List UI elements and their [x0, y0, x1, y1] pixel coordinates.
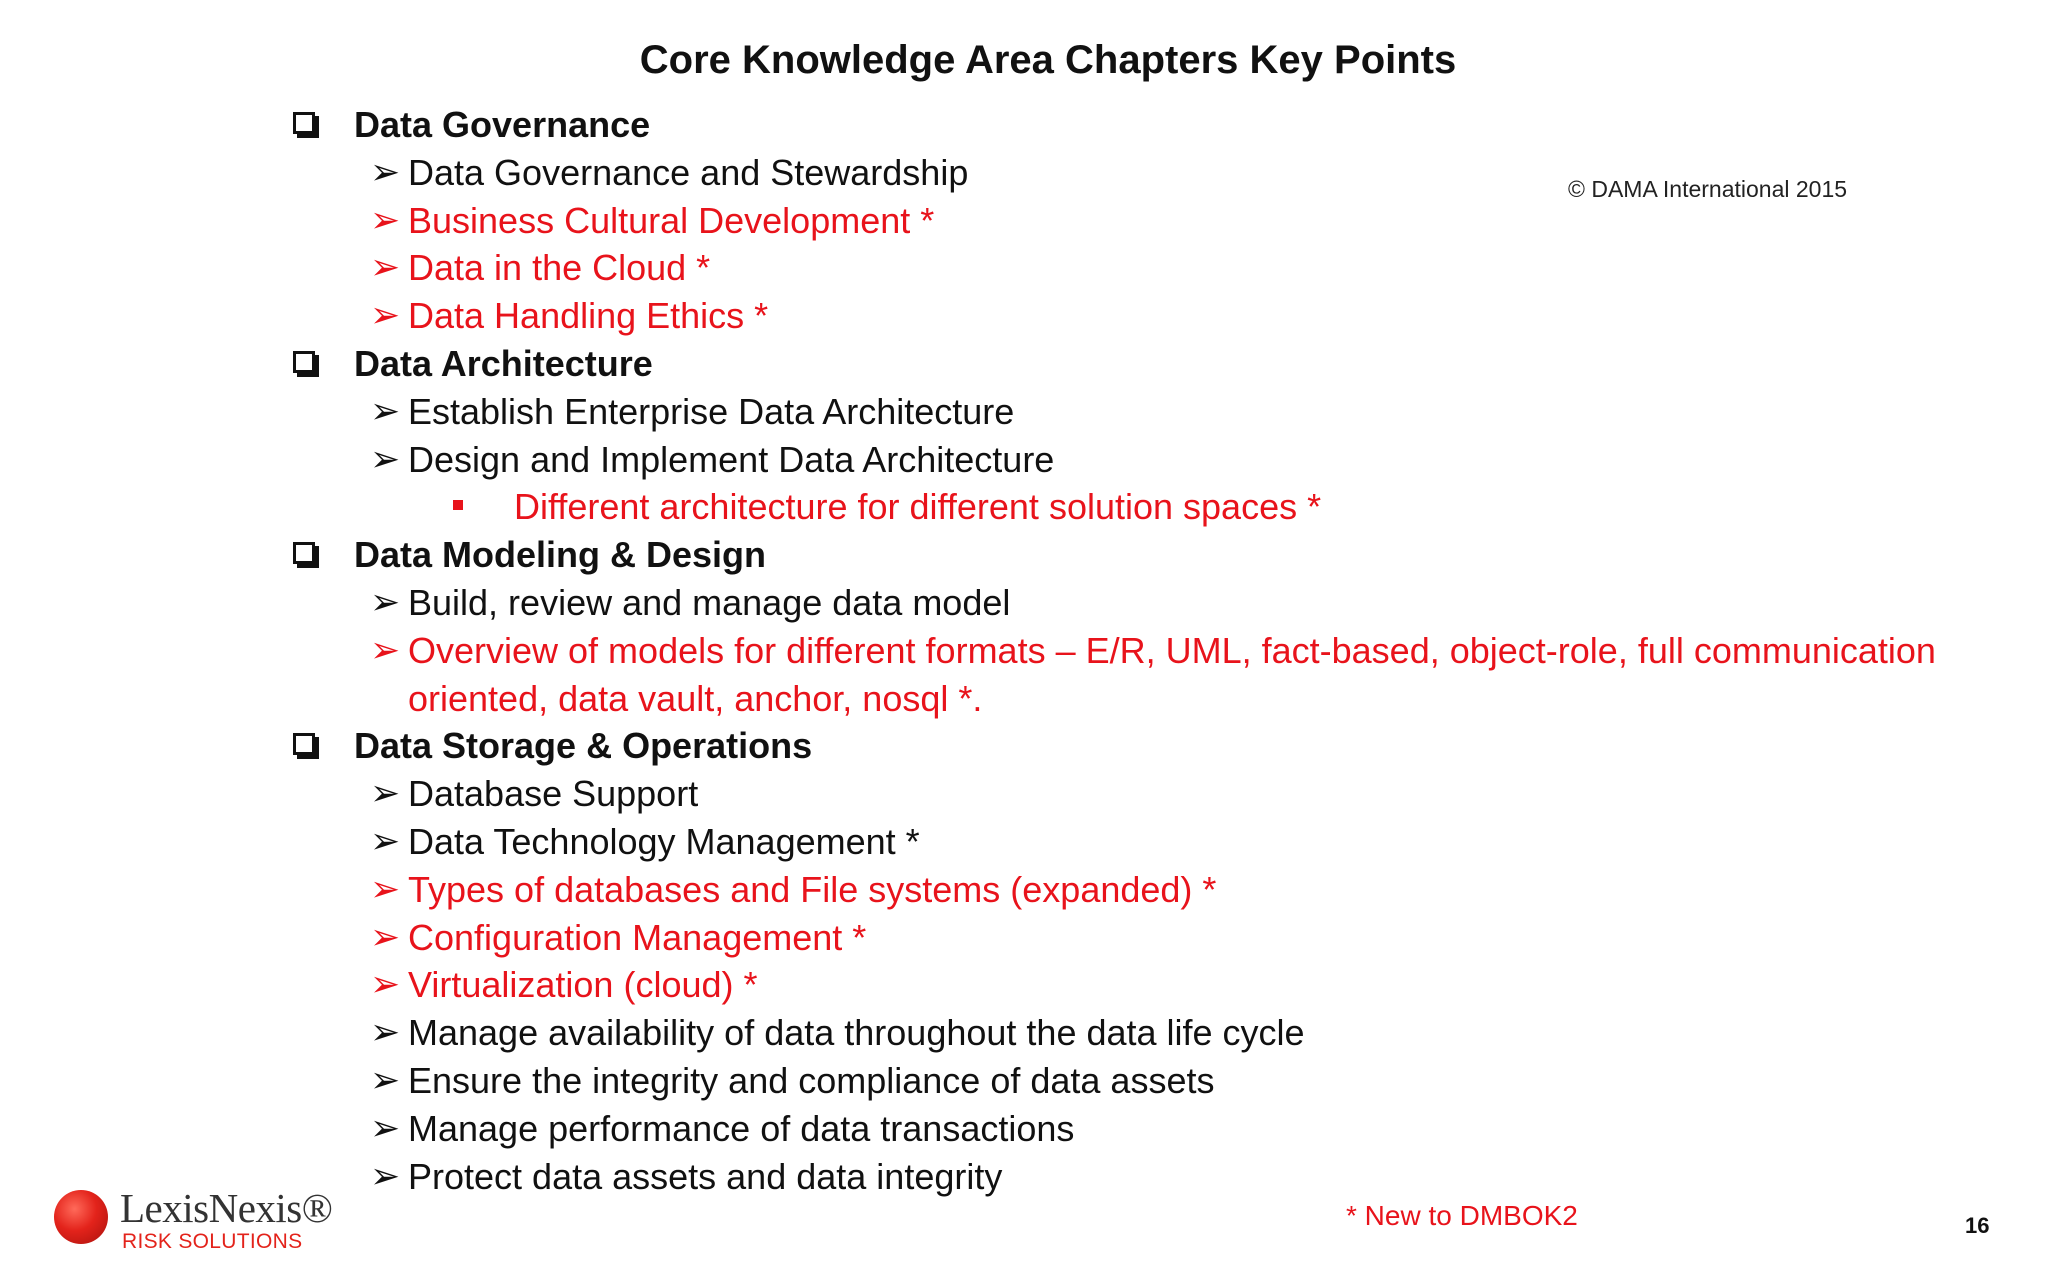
section-heading-data-governance	[0, 101, 2048, 149]
checkbox-bullet-icon	[293, 112, 315, 134]
arrow-bullet-icon: ➢	[370, 1012, 401, 1054]
arrow-bullet-icon: ➢	[370, 151, 401, 193]
list-item: ➢ Data Governance and Stewardship	[0, 149, 2048, 197]
logo-tagline: RISK SOLUTIONS	[122, 1230, 303, 1253]
section-heading: Data Storage & Operations	[354, 725, 813, 767]
section-heading-data-modeling	[0, 531, 2048, 579]
arrow-bullet-icon: ➢	[370, 581, 401, 623]
slide-title: Core Knowledge Area Chapters Key Points	[639, 38, 1457, 82]
arrow-bullet-icon: ➢	[370, 1059, 401, 1101]
list-item: ➢ Data in the Cloud *	[0, 244, 2048, 292]
section-heading: Data Architecture	[354, 342, 653, 384]
checkbox-bullet-icon	[293, 542, 315, 564]
square-bullet-icon	[453, 500, 463, 510]
list-item: ➢ Ensure the integrity and compliance of data assets	[0, 1057, 2048, 1105]
checkbox-bullet-icon	[293, 351, 315, 373]
section-heading: Data Governance	[354, 104, 651, 145]
page-number: 16	[1965, 1213, 1990, 1238]
arrow-bullet-icon: ➢	[370, 868, 401, 910]
checkbox-bullet-icon	[293, 733, 315, 755]
list-item: ➢ Design and Implement Data Architecture	[0, 436, 2048, 484]
section-heading-data-storage	[0, 722, 2048, 770]
arrow-bullet-icon: ➢	[370, 820, 401, 862]
list-item: ➢ Data Handling Ethics *	[0, 292, 2048, 340]
lexisnexis-logo	[54, 1186, 334, 1256]
list-item: ➢ Types of databases and File systems (expanded) *	[0, 866, 2048, 914]
arrow-bullet-icon: ➢	[370, 247, 401, 289]
arrow-bullet-icon: ➢	[370, 1155, 401, 1197]
footnote: * New to DMBOK2	[1346, 1200, 1578, 1231]
arrow-bullet-icon: ➢	[370, 295, 401, 337]
list-item: ➢ Database Support	[0, 770, 2048, 818]
arrow-bullet-icon: ➢	[370, 390, 401, 432]
list-item: ➢ Establish Enterprise Data Architecture	[0, 388, 2048, 436]
copyright-notice: © DAMA International 2015	[1568, 176, 1848, 202]
arrow-bullet-icon: ➢	[370, 629, 401, 671]
section-heading: Data Modeling & Design	[354, 534, 767, 576]
arrow-bullet-icon: ➢	[370, 916, 401, 958]
logo-brand-name: LexisNexis®	[120, 1185, 333, 1231]
arrow-bullet-icon: ➢	[370, 773, 401, 815]
key-points-list	[0, 101, 2048, 1200]
arrow-bullet-icon: ➢	[370, 1107, 401, 1149]
list-item: ➢ Protect data assets and data integrity	[0, 1153, 2048, 1201]
list-item: ➢ Virtualization (cloud) *	[0, 961, 2048, 1009]
list-item: ➢ Data Technology Management *	[0, 818, 2048, 866]
section-heading-data-architecture	[0, 340, 2048, 388]
list-item: ➢ Manage availability of data throughout the data life cycle	[0, 1009, 2048, 1057]
list-item: ➢ Overview of models for different formats – E/R, UML, fact-based, object-role, full communication oriented, data vault, anchor, nosql *.	[0, 627, 2048, 723]
list-item: ➢ Build, review and manage data model	[0, 579, 2048, 627]
list-item: ➢ Business Cultural Development *	[0, 197, 2048, 245]
list-item: Different architecture for different solution spaces *	[0, 483, 2048, 531]
list-item: ➢ Configuration Management *	[0, 914, 2048, 962]
arrow-bullet-icon: ➢	[370, 199, 401, 241]
logo-globe-icon	[54, 1190, 108, 1244]
list-item: ➢ Manage performance of data transactions	[0, 1105, 2048, 1153]
arrow-bullet-icon: ➢	[370, 438, 401, 480]
arrow-bullet-icon: ➢	[370, 964, 401, 1006]
